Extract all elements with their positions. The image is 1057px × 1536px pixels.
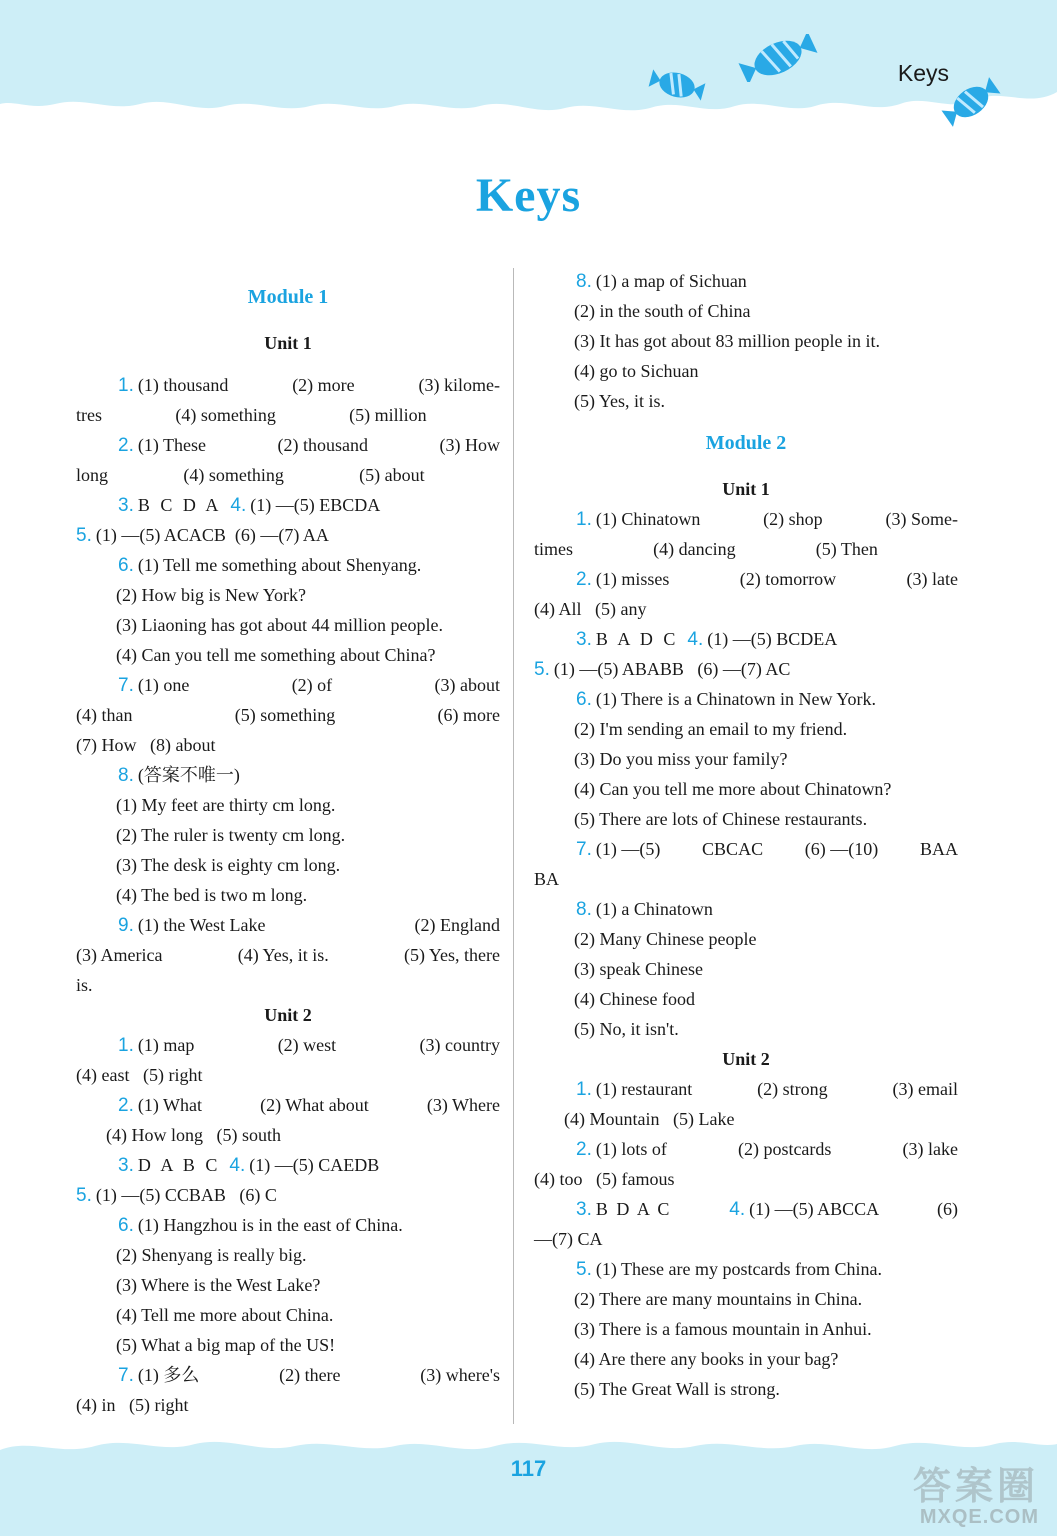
watermark-logo	[889, 1466, 1039, 1532]
page-number: 117	[510, 1456, 547, 1481]
answer-line: (2) There are many mountains in China.	[574, 1289, 863, 1309]
answer-line: (4) too (5) famous	[534, 1169, 675, 1189]
answer-line: 5. (1) —(5) CCBAB (6) C	[76, 1185, 277, 1206]
answer-line: 3. B C D A 4. (1) —(5) EBCDA	[118, 495, 381, 516]
candy-icon	[648, 66, 706, 104]
answer-line: 1. (1) map (2) west (3) country	[118, 1035, 500, 1056]
unit-heading: Unit 2	[264, 1005, 312, 1025]
right-column	[534, 266, 958, 1404]
answer-line: 1. (1) restaurant (2) strong (3) email	[576, 1079, 958, 1100]
answer-line: (5) Yes, it is.	[574, 391, 666, 411]
answer-line: (4) east (5) right	[76, 1065, 203, 1085]
module-heading: Module 1	[247, 286, 329, 308]
candy-icon	[738, 34, 818, 82]
answer-line: (4) than (5) something (6) more	[76, 705, 500, 725]
answer-line: (2) The ruler is twenty cm long.	[116, 825, 346, 845]
answer-line: tres (4) something (5) million	[76, 405, 427, 425]
answer-line: (7) How (8) about	[76, 735, 216, 755]
answer-line: 6. (1) Hangzhou is in the east of China.	[118, 1215, 403, 1236]
answer-line: 8. (1) a map of Sichuan	[576, 271, 747, 292]
answer-line: (4) Can you tell me something about China?	[116, 645, 436, 665]
header-label: Keys	[897, 60, 949, 86]
column-divider	[513, 268, 514, 1424]
answer-line: times (4) dancing (5) Then	[534, 539, 878, 559]
unit-heading: Unit 1	[722, 479, 770, 499]
left-column	[76, 280, 500, 1420]
answer-line: (4) Chinese food	[574, 989, 695, 1009]
answer-line: (2) in the south of China	[574, 301, 751, 321]
answer-line: (3) Where is the West Lake?	[116, 1275, 321, 1295]
answer-line: (3) There is a famous mountain in Anhui.	[574, 1319, 872, 1339]
answer-line: 3. B D A C 4. (1) —(5) ABCCA (6)	[576, 1199, 958, 1220]
answer-line: (3) The desk is eighty cm long.	[116, 855, 341, 875]
page-title: Keys	[475, 169, 582, 222]
answer-line: (5) No, it isn't.	[574, 1019, 679, 1039]
answer-line: (3) Liaoning has got about 44 million people.	[116, 615, 443, 635]
answer-line: —(7) CA	[534, 1229, 603, 1249]
answer-line: (4) Tell me more about China.	[116, 1305, 334, 1325]
answer-line: 8. (1) a Chinatown	[576, 899, 713, 920]
answer-line: 3. D A B C 4. (1) —(5) CAEDB	[118, 1155, 380, 1176]
answer-line: 8. (答案不唯一)	[118, 765, 240, 786]
answer-line: 9. (1) the West Lake (2) England	[118, 915, 500, 936]
answer-line: (4) Are there any books in your bag?	[574, 1349, 839, 1369]
candy-icon	[940, 76, 1002, 128]
answer-line: 5. (1) —(5) ABABB (6) —(7) AC	[534, 659, 791, 680]
answer-line: 3. B A D C 4. (1) —(5) BCDEA	[576, 629, 838, 650]
answer-line: (4) How long (5) south	[106, 1125, 281, 1145]
answer-line: 6. (1) Tell me something about Shenyang.	[118, 555, 422, 576]
answer-line: 2. (1) What (2) What about (3) Where	[118, 1095, 500, 1116]
watermark-text: 答案圈	[912, 1464, 1039, 1508]
answer-line: is.	[76, 975, 93, 995]
module-heading: Module 2	[705, 432, 787, 454]
answer-line: (2) Many Chinese people	[574, 929, 757, 949]
unit-heading: Unit 2	[722, 1049, 770, 1069]
answer-line: (4) Mountain (5) Lake	[564, 1109, 735, 1129]
answer-line: 5. (1) These are my postcards from China.	[576, 1259, 882, 1280]
answer-line: (3) America (4) Yes, it is. (5) Yes, there	[76, 945, 500, 965]
watermark-url: MXQE.COM	[919, 1506, 1039, 1528]
answer-line: (4) Can you tell me more about Chinatown?	[574, 779, 892, 799]
answer-line: 2. (1) These (2) thousand (3) How	[118, 435, 500, 456]
answer-line: 5. (1) —(5) ACACB (6) —(7) AA	[76, 525, 329, 546]
answer-line: 1. (1) thousand (2) more (3) kilome-	[118, 375, 500, 396]
answer-line: (3) It has got about 83 million people in it.	[574, 331, 880, 351]
answer-line: (2) How big is New York?	[116, 585, 306, 605]
answer-line: 7. (1) 多么 (2) there (3) where's	[118, 1365, 500, 1386]
answer-line: (4) The bed is two m long.	[116, 885, 308, 905]
answer-line: 6. (1) There is a Chinatown in New York.	[576, 689, 876, 710]
answer-line: (4) All (5) any	[534, 599, 647, 619]
answer-line: (2) I'm sending an email to my friend.	[574, 719, 848, 739]
answer-line: 7. (1) one (2) of (3) about	[118, 675, 500, 696]
answer-line: (3) Do you miss your family?	[574, 749, 788, 769]
unit-heading: Unit 1	[264, 333, 312, 353]
answer-line: 7. (1) —(5) CBCAC (6) —(10) BAA	[576, 839, 958, 860]
answer-line: (2) Shenyang is really big.	[116, 1245, 307, 1265]
answer-line: (4) go to Sichuan	[574, 361, 699, 381]
answer-line: 2. (1) misses (2) tomorrow (3) late	[576, 569, 958, 590]
answer-line: (1) My feet are thirty cm long.	[116, 795, 336, 815]
answer-line: BA	[534, 869, 560, 889]
answer-line: 2. (1) lots of (2) postcards (3) lake	[576, 1139, 958, 1160]
answer-line: long (4) something (5) about	[76, 465, 425, 485]
answer-line: (3) speak Chinese	[574, 959, 703, 979]
answer-line: (5) The Great Wall is strong.	[574, 1379, 780, 1399]
answer-line: (5) What a big map of the US!	[116, 1335, 336, 1355]
answer-line: 1. (1) Chinatown (2) shop (3) Some-	[576, 509, 958, 530]
answer-line: (5) There are lots of Chinese restaurants.	[574, 809, 868, 829]
answer-line: (4) in (5) right	[76, 1395, 189, 1415]
